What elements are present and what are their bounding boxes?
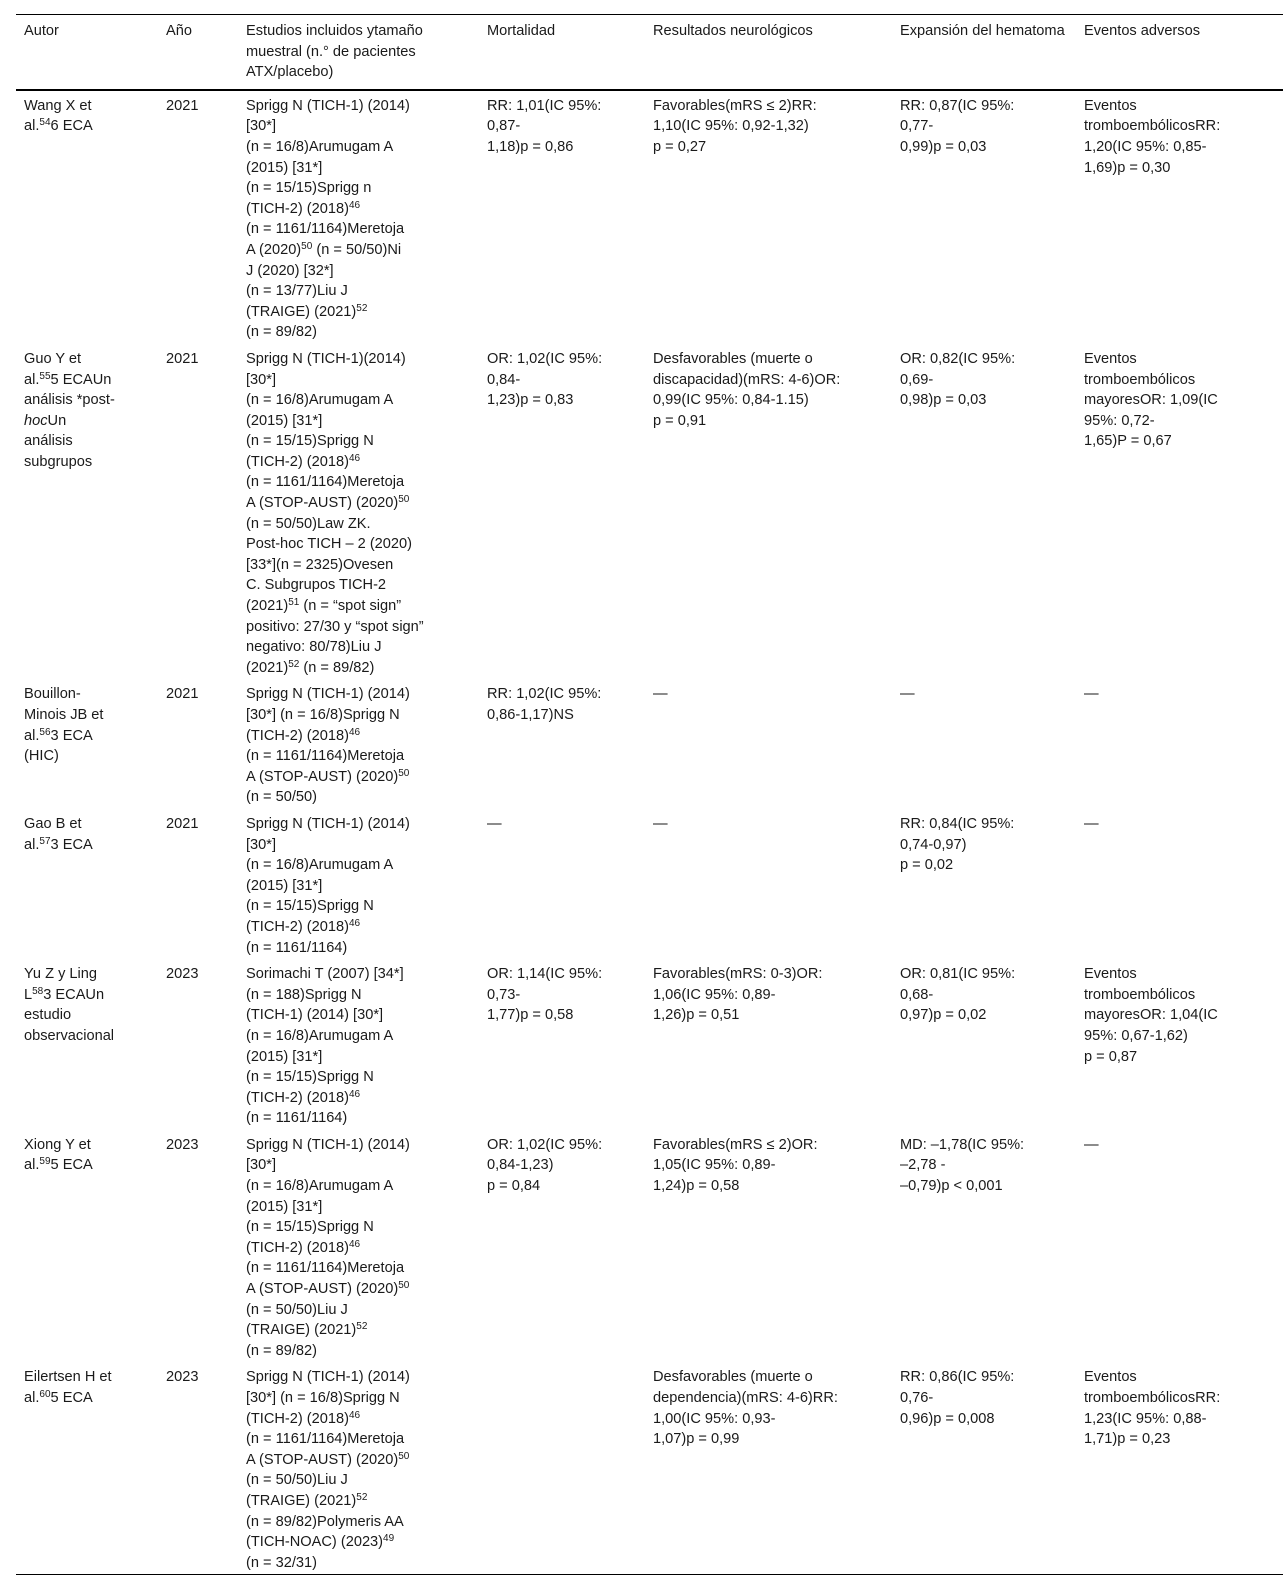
cell-line: –0,79)p < 0,001 — [900, 1178, 1003, 1195]
cell-line: Sprigg N (TICH-1) (2014) — [246, 815, 410, 832]
cell-line: 1,26)p = 0,51 — [653, 1007, 740, 1024]
cell-line: 0,96)p = 0,008 — [900, 1410, 995, 1427]
cell-line: Post-hoc TICH – 2 (2020) — [246, 536, 413, 553]
cell-line: (n = 1161/1164)Meretoja — [246, 474, 405, 491]
cell-mortalidad — [479, 90, 645, 344]
cell-line: Sorimachi T (2007) [34*] — [246, 966, 404, 983]
cell-line: 2023 — [166, 1136, 199, 1153]
cell-line: (n = 89/82) — [246, 324, 317, 341]
cell-line: Eventos — [1084, 97, 1137, 114]
cell-line: tromboembólicosRR: — [1084, 1390, 1221, 1406]
cell-line: (n = 32/31) — [246, 1554, 317, 1571]
cell-line: (2015) [31*] — [246, 159, 323, 176]
table-row — [16, 1130, 1283, 1363]
cell-line: A (STOP-AUST) $(2020)^{50}$ — [246, 494, 410, 512]
cell-autor — [16, 959, 158, 1130]
cell-line: — — [1084, 1136, 1099, 1153]
cell-line: 1,20(IC 95%: 0,85- — [1084, 138, 1207, 155]
cell-line: observacional — [24, 1027, 115, 1044]
cell-line: Favorables(mRS: 0-3)OR: — [653, 966, 823, 983]
header-expansion-hematoma: Expansión del hematoma — [900, 23, 1065, 39]
cell-hematoma — [892, 809, 1076, 959]
cell-line: Guo Y et — [24, 350, 82, 367]
cell-estudios — [238, 1362, 479, 1574]
cell-anio — [158, 809, 238, 959]
cell-line: mayoresOR: 1,04(IC — [1084, 1007, 1218, 1024]
cell-line: [30*] (n = 16/8)Sprigg N — [246, 1390, 400, 1406]
cell-line: (2015) [31*] — [246, 1198, 323, 1215]
cell-line: J (2020) [32*] — [246, 262, 334, 279]
cell-autor — [16, 1362, 158, 1574]
cell-line: positivo: 27/30 y “spot sign” — [246, 618, 424, 635]
cell-line: 0,99(IC 95%: 0,84-1.15) — [653, 392, 809, 409]
cell-estudios — [238, 959, 479, 1130]
cell-line: 0,74-0,97) — [900, 836, 967, 853]
cell-line: (TICH-1) (2014) [30*] — [246, 1007, 384, 1024]
cell-line: [30*] — [246, 371, 277, 388]
cell-line: (n = 50/50)Law ZK. — [246, 515, 371, 532]
cell-line: (2015) [31*] — [246, 877, 323, 894]
cell-line: OR: 1,02(IC 95%: — [487, 1136, 603, 1153]
cell-line: — — [653, 686, 668, 703]
cell-neuro — [645, 809, 892, 959]
cell-line: (TICH-2) $(2018)^{46}$ — [246, 1238, 361, 1256]
cell-line: (n = 188)Sprigg N — [246, 986, 362, 1003]
cell-hematoma — [892, 959, 1076, 1130]
cell-estudios — [238, 90, 479, 344]
cell-mortalidad — [479, 809, 645, 959]
table-row — [16, 679, 1283, 809]
cell-line: p = 0,91 — [653, 412, 707, 429]
cell-line: Desfavorables (muerte o — [653, 350, 813, 367]
cell-line: al.$^{56}$3 ECA — [24, 726, 93, 744]
cell-line: RR: 1,02(IC 95%: — [487, 686, 602, 703]
header-mortalidad: Mortalidad — [487, 23, 556, 39]
table-row — [16, 90, 1283, 344]
cell-line: Yu Z y Ling — [24, 966, 98, 983]
cell-line: p = 0,87 — [1084, 1048, 1138, 1065]
cell-line: tromboembólicosRR: — [1084, 118, 1221, 135]
cell-line: 1,23)p = 0,83 — [487, 392, 574, 409]
cell-line: Eventos — [1084, 1369, 1137, 1386]
cell-line: (n = 15/15)Sprigg n — [246, 180, 372, 197]
cell-line: (n = 1161/1164)Meretoja — [246, 1260, 405, 1277]
cell-line: OR: 0,82(IC 95%: — [900, 350, 1016, 367]
cell-hematoma — [892, 1130, 1076, 1363]
cell-line: (n = 16/8)Arumugam A — [246, 138, 394, 155]
table-row — [16, 344, 1283, 680]
cell-line: Favorables(mRS ≤ 2)OR: — [653, 1136, 818, 1153]
cell-line: p = 0,02 — [900, 857, 954, 874]
cell-line: análisis — [24, 433, 73, 450]
cell-line: (n = 16/8)Arumugam A — [246, 1178, 394, 1195]
cell-line: (TRAIGE) $(2021)^{52}$ — [246, 1491, 368, 1509]
cell-line: — — [1084, 815, 1099, 832]
cell-line: Wang X et — [24, 97, 92, 114]
cell-line: 2023 — [166, 966, 199, 983]
cell-line: Desfavorables (muerte o — [653, 1369, 813, 1386]
cell-line: A (STOP-AUST) $(2020)^{50}$ — [246, 1450, 410, 1468]
cell-mortalidad — [479, 344, 645, 680]
cell-line: (TICH-2) $(2018)^{46}$ — [246, 1409, 361, 1427]
cell-line: 2023 — [166, 1369, 199, 1386]
cell-neuro — [645, 344, 892, 680]
cell-line: (TRAIGE) $(2021)^{52}$ — [246, 1321, 368, 1339]
cell-line: negativo: 80/78)Liu J — [246, 639, 382, 656]
cell-line: 1,10(IC 95%: 0,92-1,32) — [653, 118, 809, 135]
cell-line: al.$^{60}$5 ECA — [24, 1389, 93, 1406]
cell-line: (n = 1161/1164)Meretoja — [246, 221, 405, 238]
cell-line: Eventos — [1084, 966, 1137, 983]
cell-line: 1,00(IC 95%: 0,93- — [653, 1410, 776, 1427]
cell-line: –2,78 - — [900, 1157, 946, 1174]
cell-line: $L^{58}3$ ECAUn — [24, 985, 105, 1003]
cell-line: 2021 — [166, 350, 199, 367]
cell-line: estudio — [24, 1007, 72, 1024]
cell-mortalidad — [479, 1362, 645, 1574]
cell-line: OR: 1,02(IC 95%: — [487, 350, 603, 367]
cell-autor — [16, 344, 158, 680]
cell-line: MD: –1,78(IC 95%: — [900, 1136, 1025, 1153]
cell-line: 0,84- — [487, 371, 521, 388]
cell-line: [33*](n = 2325)Ovesen — [246, 556, 394, 573]
cell-anio — [158, 679, 238, 809]
cell-line: Favorables(mRS ≤ 2)RR: — [653, 97, 817, 114]
cell-line: (n = 16/8)Arumugam A — [246, 857, 394, 874]
cell-line: 1,06(IC 95%: 0,89- — [653, 986, 776, 1003]
cell-neuro — [645, 679, 892, 809]
cell-estudios — [238, 1130, 479, 1363]
cell-line: RR: 0,84(IC 95%: — [900, 815, 1015, 832]
cell-line: (TICH-NOAC) $(2023)^{49}$ — [246, 1533, 395, 1551]
cell-line: Bouillon- — [24, 686, 81, 703]
cell-line: al.$^{57}$3 ECA — [24, 835, 93, 853]
cell-line: (n = 1161/1164) — [246, 939, 348, 956]
cell-line: tromboembólicos — [1084, 986, 1196, 1003]
table-body — [16, 90, 1283, 1575]
cell-line: A (STOP-AUST) $(2020)^{50}$ — [246, 1280, 410, 1298]
cell-line: — — [900, 686, 915, 703]
cell-line: (2015) [31*] — [246, 1048, 323, 1065]
cell-line: Xiong Y et — [24, 1136, 91, 1153]
cell-line: 1,77)p = 0,58 — [487, 1007, 574, 1024]
cell-line: [30*] — [246, 118, 277, 135]
cell-line: (n = 15/15)Sprigg N — [246, 1219, 374, 1236]
cell-line: (TICH-2) $(2018)^{46}$ — [246, 1088, 361, 1106]
cell-anio — [158, 1130, 238, 1363]
cell-line: 1,71)p = 0,23 — [1084, 1431, 1171, 1448]
cell-line: $(2021)^{52}$ (n = 89/82) — [246, 658, 375, 676]
cell-line: Gao B et — [24, 815, 82, 832]
cell-line: (n = 50/50)Liu J — [246, 1301, 348, 1318]
cell-line: p = 0,84 — [487, 1178, 541, 1195]
cell-estudios — [238, 679, 479, 809]
cell-line: [30*] (n = 16/8)Sprigg N — [246, 707, 400, 723]
header-eventos-adversos: Eventos adversos — [1084, 23, 1201, 39]
cell-line: 1,05(IC 95%: 0,89- — [653, 1157, 776, 1174]
cell-hematoma — [892, 679, 1076, 809]
cell-hematoma — [892, 90, 1076, 344]
cell-line: 95%: 0,67-1,62) — [1084, 1027, 1188, 1044]
cell-line: (n = 1161/1164)Meretoja — [246, 748, 405, 765]
cell-line: 0,73- — [487, 986, 521, 1003]
cell-line: OR: 0,81(IC 95%: — [900, 966, 1016, 983]
cell-line: $(2021)^{51}$ (n = “spot sign” — [246, 597, 402, 615]
cell-line: Sprigg N (TICH-1) (2014) — [246, 1136, 410, 1153]
cell-line: (n = 89/82)Polymeris AA — [246, 1513, 404, 1530]
cell-line: Eilertsen H et — [24, 1369, 112, 1386]
cell-line: Minois JB et — [24, 707, 104, 723]
cell-adversos — [1076, 1362, 1283, 1574]
cell-line: (n = 13/77)Liu J — [246, 283, 348, 300]
cell-line: (n = 15/15)Sprigg N — [246, 433, 374, 450]
cell-line: 1,18)p = 0,86 — [487, 138, 574, 155]
cell-neuro — [645, 1130, 892, 1363]
cell-line: [30*] — [246, 1157, 277, 1174]
cell-line: 0,86-1,17)NS — [487, 707, 574, 723]
cell-line: RR: 0,86(IC 95%: — [900, 1369, 1015, 1386]
cell-line: (n = 1161/1164)Meretoja — [246, 1431, 405, 1448]
cell-line: mayoresOR: 1,09(IC — [1084, 392, 1218, 409]
cell-line: — — [487, 815, 502, 832]
cell-line: (n = 15/15)Sprigg N — [246, 898, 374, 915]
cell-line: tromboembólicos — [1084, 371, 1196, 388]
table-header-row — [16, 15, 1283, 90]
table-row — [16, 1362, 1283, 1574]
cell-adversos — [1076, 959, 1283, 1130]
cell-line: RR: 1,01(IC 95%: — [487, 97, 602, 114]
cell-line: al.$^{59}$5 ECA — [24, 1156, 93, 1174]
cell-line: 0,99)p = 0,03 — [900, 138, 987, 155]
meta-analysis-table — [16, 14, 1283, 1575]
cell-adversos — [1076, 90, 1283, 344]
cell-neuro — [645, 959, 892, 1130]
cell-line: 2021 — [166, 97, 199, 114]
cell-line: análisis *post- — [24, 392, 115, 409]
cell-estudios — [238, 809, 479, 959]
cell-line: Eventos — [1084, 350, 1137, 367]
cell-anio — [158, 1362, 238, 1574]
header-resultados-neurologicos: Resultados neurológicos — [653, 23, 813, 39]
cell-line: OR: 1,14(IC 95%: — [487, 966, 603, 983]
cell-line: 0,68- — [900, 986, 934, 1003]
cell-anio — [158, 344, 238, 680]
cell-hematoma — [892, 1362, 1076, 1574]
cell-line: discapacidad)(mRS: 4-6)OR: — [653, 371, 841, 388]
cell-line: A (STOP-AUST) $(2020)^{50}$ — [246, 767, 410, 785]
cell-neuro — [645, 90, 892, 344]
cell-neuro — [645, 1362, 892, 1574]
cell-line: subgrupos — [24, 453, 93, 470]
cell-adversos — [1076, 344, 1283, 680]
cell-anio — [158, 90, 238, 344]
header-autor: Autor — [24, 23, 59, 39]
cell-line: al.$^{55}$5 ECAUn — [24, 370, 112, 388]
cell-line: dependencia)(mRS: 4-6)RR: — [653, 1390, 838, 1406]
cell-line: (TICH-2) $(2018)^{46}$ — [246, 199, 361, 217]
cell-line: 1,07)p = 0,99 — [653, 1431, 740, 1448]
cell-line: (n = 15/15)Sprigg N — [246, 1069, 374, 1086]
cell-mortalidad — [479, 679, 645, 809]
cell-line: 1,65)P = 0,67 — [1084, 433, 1172, 450]
cell-line: (HIC) — [24, 748, 59, 765]
cell-line: 1,23(IC 95%: 0,88- — [1084, 1410, 1207, 1427]
cell-line: (TRAIGE) $(2021)^{52}$ — [246, 302, 368, 320]
cell-line: (n = 50/50) — [246, 789, 317, 806]
cell-line: (n = 89/82) — [246, 1342, 317, 1359]
cell-line: 95%: 0,72- — [1084, 412, 1155, 429]
header-estudios: Estudios incluidos ytamaño muestral (n.° de pacientes ATX/placebo) — [246, 23, 423, 81]
results-table-container — [16, 14, 1283, 1575]
cell-line: A $(2020)^{50}$ (n = 50/50)Ni — [246, 240, 402, 258]
cell-line: (TICH-2) $(2018)^{46}$ — [246, 726, 361, 744]
cell-line: 0,76- — [900, 1390, 934, 1406]
cell-adversos — [1076, 1130, 1283, 1363]
cell-autor — [16, 1130, 158, 1363]
cell-autor — [16, 809, 158, 959]
cell-hematoma — [892, 344, 1076, 680]
cell-line: (TICH-2) $(2018)^{46}$ — [246, 917, 361, 935]
cell-line: — — [1084, 686, 1099, 703]
cell-line: C. Subgrupos TICH-2 — [246, 577, 387, 594]
cell-line: 0,97)p = 0,02 — [900, 1007, 987, 1024]
cell-line: (TICH-2) $(2018)^{46}$ — [246, 452, 361, 470]
cell-line: RR: 0,87(IC 95%: — [900, 97, 1015, 114]
cell-line: — — [653, 815, 668, 832]
cell-line: 1,69)p = 0,30 — [1084, 159, 1171, 176]
cell-autor — [16, 679, 158, 809]
table-row — [16, 809, 1283, 959]
cell-line: (n = 16/8)Arumugam A — [246, 1027, 394, 1044]
cell-line: [30*] — [246, 836, 277, 853]
cell-line: (2015) [31*] — [246, 412, 323, 429]
cell-line: 0,69- — [900, 371, 934, 388]
cell-adversos — [1076, 679, 1283, 809]
cell-line: 2021 — [166, 686, 199, 703]
cell-line: al.$^{54}$6 ECA — [24, 117, 93, 135]
cell-line: 0,84-1,23) — [487, 1157, 554, 1174]
cell-line: p = 0,27 — [653, 138, 707, 155]
cell-line: (n = 50/50)Liu J — [246, 1472, 348, 1489]
cell-mortalidad — [479, 1130, 645, 1363]
cell-line: (n = 16/8)Arumugam A — [246, 392, 394, 409]
cell-line: 0,98)p = 0,03 — [900, 392, 987, 409]
header-anio: Año — [166, 23, 192, 39]
cell-line: Sprigg N (TICH-1) (2014) — [246, 97, 410, 114]
cell-line: Sprigg N (TICH-1) (2014) — [246, 1369, 410, 1386]
cell-line: hocUn — [24, 412, 67, 429]
cell-line: (n = 1161/1164) — [246, 1110, 348, 1127]
cell-anio — [158, 959, 238, 1130]
cell-line: 1,24)p = 0,58 — [653, 1178, 740, 1195]
cell-line: 0,87- — [487, 118, 521, 135]
cell-line: Sprigg N (TICH-1)(2014) — [246, 350, 406, 367]
table-row — [16, 959, 1283, 1130]
cell-mortalidad — [479, 959, 645, 1130]
cell-line: 2021 — [166, 815, 199, 832]
cell-estudios — [238, 344, 479, 680]
cell-autor — [16, 90, 158, 344]
cell-adversos — [1076, 809, 1283, 959]
cell-line: Sprigg N (TICH-1) (2014) — [246, 686, 410, 703]
cell-line: 0,77- — [900, 118, 934, 135]
